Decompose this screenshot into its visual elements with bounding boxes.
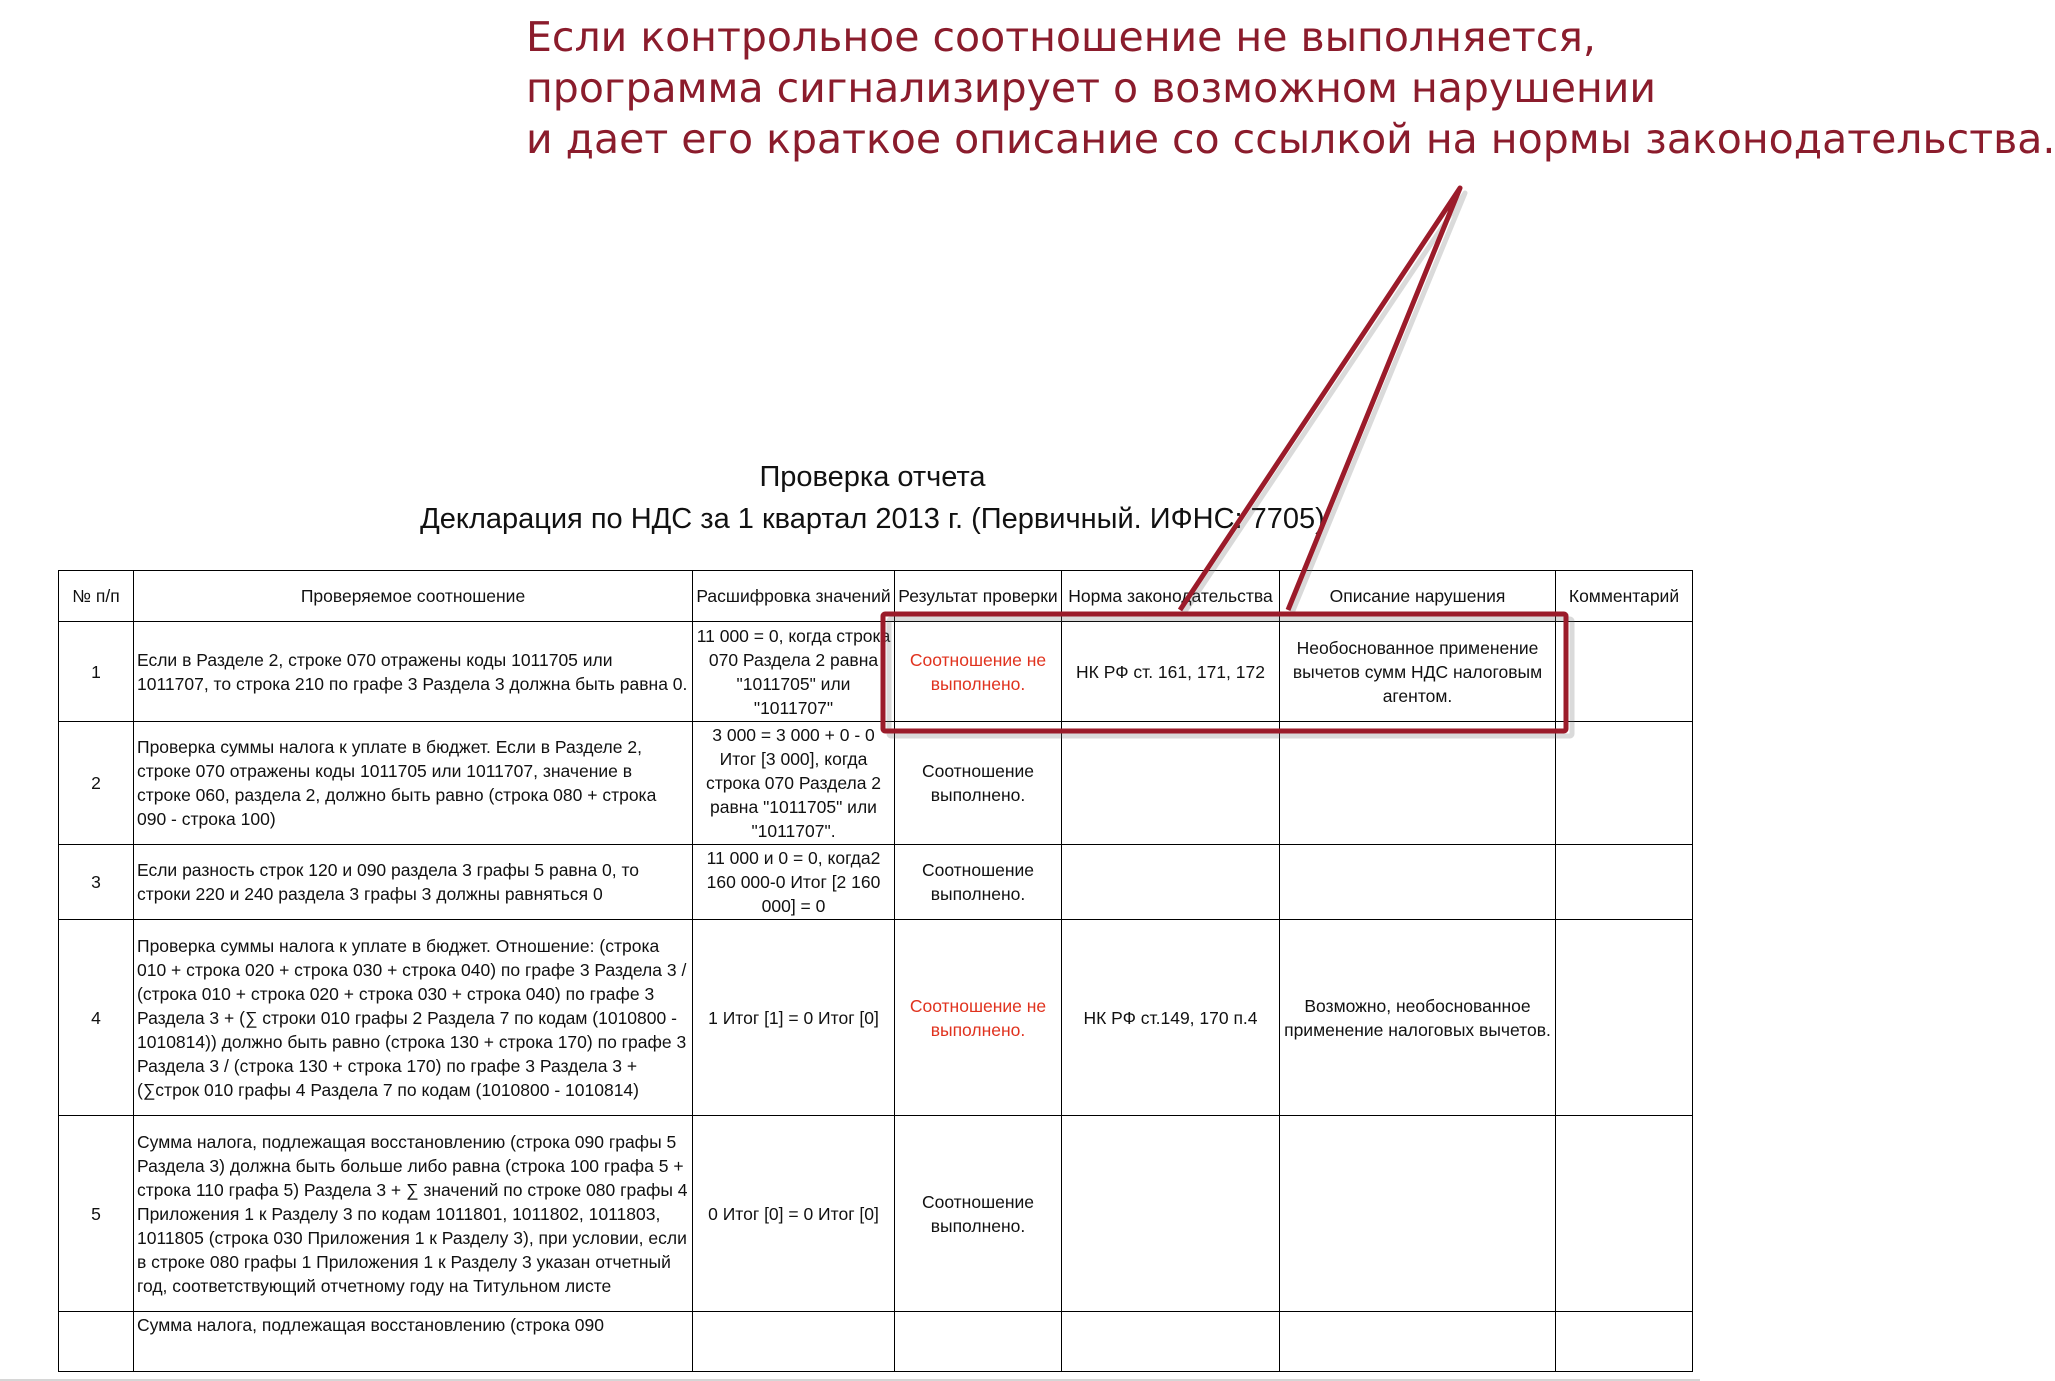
- row-num: [59, 1312, 134, 1372]
- row-num: 5: [59, 1116, 134, 1312]
- row-comment[interactable]: [1556, 1116, 1693, 1312]
- row-violation: [1280, 1312, 1556, 1372]
- row-breakdown: 11 000 и 0 = 0, когда2 160 000-0 Итог [2 160 000] = 0: [693, 845, 895, 920]
- row-violation: Необоснованное применение вычетов сумм НДС налоговым агентом.: [1280, 622, 1556, 722]
- table-row: [59, 845, 1693, 920]
- row-violation: [1280, 722, 1556, 845]
- row-result: Соотношение не выполнено.: [895, 920, 1062, 1116]
- row-breakdown: 1 Итог [1] = 0 Итог [0]: [693, 920, 895, 1116]
- row-relation: Если в Разделе 2, строке 070 отражены коды 1011705 или 1011707, то строка 210 по графе 3 Раздела 3 должна быть равна 0.: [134, 622, 693, 722]
- table-row: [59, 1116, 1693, 1312]
- row-result: Соотношение выполнено.: [895, 1116, 1062, 1312]
- check-results-table: [58, 570, 1693, 1372]
- row-norm: НК РФ ст. 161, 171, 172: [1062, 622, 1280, 722]
- annotation-line: и дает его краткое описание со ссылкой на нормы законодательства.: [526, 115, 2055, 163]
- row-violation: [1280, 1116, 1556, 1312]
- col-header-comment: Комментарий: [1556, 571, 1693, 622]
- row-relation: Проверка суммы налога к уплате в бюджет. Если в Разделе 2, строке 070 отражены коды 1011705 или 1011707, значение в строке 060, раздела 2, должно быть равно (строка 080 + строка 090 - строка 100): [134, 722, 693, 845]
- row-relation: Проверка суммы налога к уплате в бюджет. Отношение: (строка 010 + строка 020 + строка 030 + строка 040) по графе 3 Раздела 3 / (строка 010 + строка 020 + строка 030 + строка 040) по графе 3 Раздела 3 + (∑ строки 010 графы 2 Раздела 7 по кодам (1010800 - 1010814)) должно быть равно (строка 130 + строка 170) по графе 3 Раздела 3 / (строка 130 + строка 170) по графе 3 Раздела 3 + (∑строк 010 графы 4 Раздела 7 по кодам (1010800 - 1010814): [134, 920, 693, 1116]
- row-norm: [1062, 722, 1280, 845]
- row-relation: Если разность строк 120 и 090 раздела 3 графы 5 равна 0, то строки 220 и 240 раздела 3 графы 3 должны равняться 0: [134, 845, 693, 920]
- check-results-table-container: [58, 570, 1692, 1335]
- col-header-result: Результат проверки: [895, 571, 1062, 622]
- report-subtitle: Декларация по НДС за 1 квартал 2013 г. (Первичный. ИФНС: 7705): [420, 503, 1325, 535]
- col-header-norm: Норма законодательства: [1062, 571, 1280, 622]
- row-result: Соотношение выполнено.: [895, 722, 1062, 845]
- annotation-line: программа сигнализирует о возможном нарушении: [526, 64, 1657, 112]
- row-violation: Возможно, необоснованное применение налоговых вычетов.: [1280, 920, 1556, 1116]
- table-header-row: [59, 571, 1693, 622]
- col-header-relation: Проверяемое соотношение: [134, 571, 693, 622]
- table-row: [59, 622, 1693, 722]
- table-row: [59, 722, 1693, 845]
- row-comment[interactable]: [1556, 622, 1693, 722]
- row-result: [895, 1312, 1062, 1372]
- table-row: [59, 1312, 1693, 1372]
- row-norm: [1062, 1116, 1280, 1312]
- callout-pointer-line: [1180, 188, 1460, 610]
- row-norm: [1062, 845, 1280, 920]
- row-relation: Сумма налога, подлежащая восстановлению (строка 090: [134, 1312, 693, 1372]
- annotation-callout-text: [526, 12, 2055, 165]
- row-result: Соотношение не выполнено.: [895, 622, 1062, 722]
- row-norm: [1062, 1312, 1280, 1372]
- table-row: [59, 920, 1693, 1116]
- col-header-violation: Описание нарушения: [1280, 571, 1556, 622]
- row-relation: Сумма налога, подлежащая восстановлению (строка 090 графы 5 Раздела 3) должна быть больше либо равна (строка 100 графа 5 + строка 110 графа 5) Раздела 3 + ∑ значений по строке 080 графы 4 Приложения 1 к Разделу 3 по кодам 1011801, 1011802, 1011803, 1011805 (строка 030 Приложения 1 к Разделу 3), при условии, если в строке 080 графы 1 Приложения 1 к Разделу 3 указан отчетный год, соответствующий отчетному году на Титульном листе: [134, 1116, 693, 1312]
- report-title: Проверка отчета: [759, 461, 986, 493]
- row-comment[interactable]: [1556, 1312, 1693, 1372]
- row-breakdown: 3 000 = 3 000 + 0 - 0 Итог [3 000], когда строка 070 Раздела 2 равна "1011705" или "1011707".: [693, 722, 895, 845]
- row-num: 1: [59, 622, 134, 722]
- annotation-line: Если контрольное соотношение не выполняется,: [526, 13, 1596, 61]
- col-header-breakdown: Расшифровка значений: [693, 571, 895, 622]
- row-violation: [1280, 845, 1556, 920]
- row-num: 4: [59, 920, 134, 1116]
- row-result: Соотношение выполнено.: [895, 845, 1062, 920]
- row-breakdown: 0 Итог [0] = 0 Итог [0]: [693, 1116, 895, 1312]
- row-breakdown: 11 000 = 0, когда строка 070 Раздела 2 равна "1011705" или "1011707": [693, 622, 895, 722]
- row-num: 2: [59, 722, 134, 845]
- row-comment[interactable]: [1556, 845, 1693, 920]
- col-header-num: № п/п: [59, 571, 134, 622]
- row-breakdown: [693, 1312, 895, 1372]
- row-num: 3: [59, 845, 134, 920]
- row-comment[interactable]: [1556, 722, 1693, 845]
- row-norm: НК РФ ст.149, 170 п.4: [1062, 920, 1280, 1116]
- row-comment[interactable]: [1556, 920, 1693, 1116]
